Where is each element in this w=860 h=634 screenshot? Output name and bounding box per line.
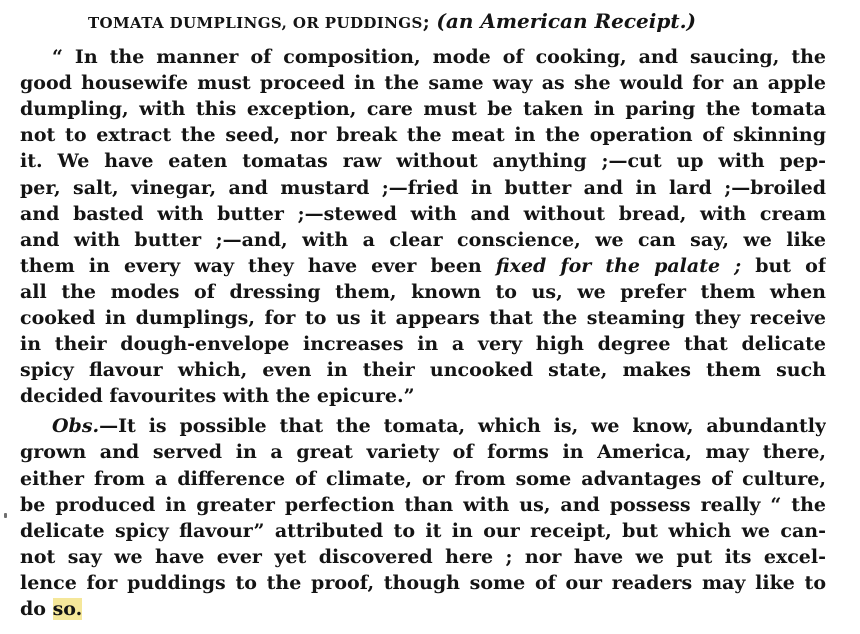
line-9-end: but of bbox=[741, 255, 826, 277]
margin-speck bbox=[4, 513, 7, 518]
paragraph-1-line-2: good housewife must proceed in the same way as she would for an apple bbox=[20, 72, 826, 94]
paragraph-1-line-10: all the modes of dressing them, known to us, we prefer them when bbox=[20, 281, 826, 303]
heading-separator: ; bbox=[422, 11, 437, 33]
highlighted-word: so. bbox=[52, 598, 83, 620]
obs-label: Obs. bbox=[52, 415, 100, 437]
last-line-start: do bbox=[20, 598, 53, 620]
paragraph-1-line-12: in their dough-envelope increases in a very high degree that delicate bbox=[20, 333, 826, 355]
paragraph-1-line-1: “ In the manner of composition, mode of cooking, and saucing, the bbox=[52, 46, 826, 68]
paragraph-2-line-1-rest: —It is possible that the tomata, which is, we know, abundantly bbox=[99, 415, 826, 437]
recipe-heading bbox=[88, 8, 788, 36]
paragraph-1-line-13: spicy flavour which, even in their uncooked state, makes them such bbox=[20, 359, 826, 381]
paragraph-2-line-8 bbox=[20, 596, 826, 622]
line-9-start: them in every way they have ever been bbox=[20, 255, 496, 277]
paragraph-2-line-7: lence for puddings to the proof, though some of our readers may like to bbox=[20, 572, 826, 594]
paragraph-2-line-1 bbox=[52, 413, 826, 439]
paragraph-1-line-5: it. We have eaten tomatas raw without anything ;—cut up with pep- bbox=[20, 150, 826, 172]
recipe-subtitle: (an American Receipt.) bbox=[436, 9, 697, 33]
paragraph-1-line-7: and basted with butter ;—stewed with and without bread, with cream bbox=[20, 203, 826, 225]
paragraph-1-line-3: dumpling, with this exception, care must be taken in paring the tomata bbox=[20, 98, 826, 120]
paragraph-2-line-6: not say we have ever yet discovered here ; nor have we put its excel- bbox=[20, 546, 826, 568]
italic-phrase: fixed for the palate ; bbox=[495, 255, 742, 277]
paragraph-1-line-4: not to extract the seed, nor break the meat in the operation of skinning bbox=[20, 124, 826, 146]
recipe-title: TOMATA DUMPLINGS, OR PUDDINGS bbox=[88, 14, 423, 32]
paragraph-1-line-6: per, salt, vinegar, and mustard ;—fried in butter and in lard ;—broiled bbox=[20, 177, 826, 199]
paragraph-1-line-11: cooked in dumplings, for to us it appears that the steaming they receive bbox=[20, 307, 826, 329]
paragraph-2-line-3: either from a difference of climate, or from some advantages of culture, bbox=[20, 468, 826, 490]
paragraph-2-line-2: grown and served in a great variety of forms in America, may there, bbox=[20, 441, 826, 463]
paragraph-2-line-5: delicate spicy flavour” attributed to it in our receipt, but which we can- bbox=[20, 520, 826, 542]
paragraph-1-line-9 bbox=[20, 253, 826, 279]
paragraph-1-line-14: decided favourites with the epicure.” bbox=[20, 385, 415, 407]
paragraph-2-line-4: be produced in greater perfection than with us, and possess really “ the bbox=[20, 494, 826, 516]
paragraph-1-line-8: and with butter ;—and, with a clear conscience, we can say, we like bbox=[20, 229, 826, 251]
